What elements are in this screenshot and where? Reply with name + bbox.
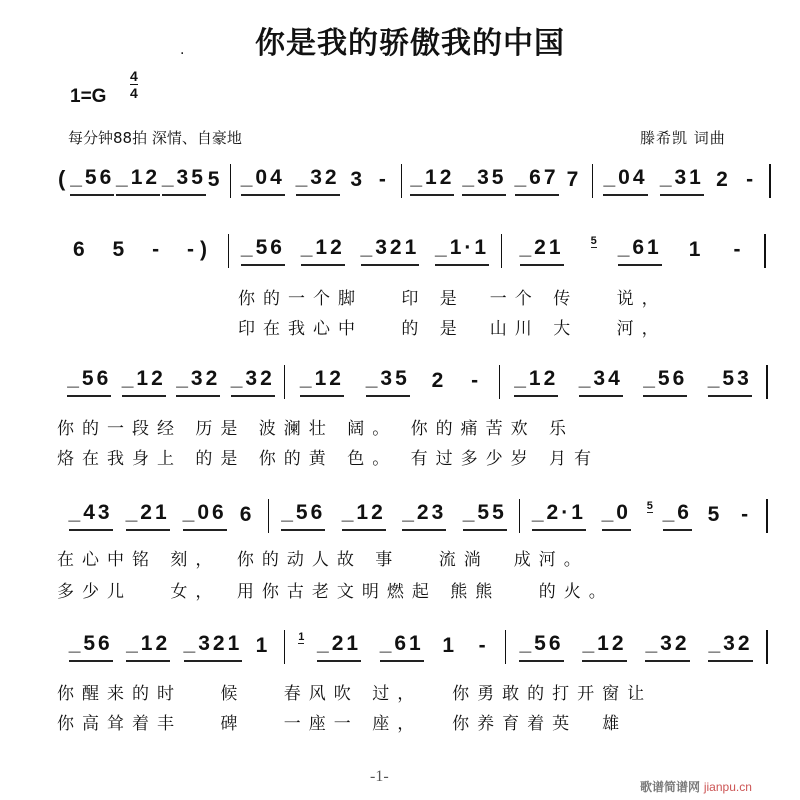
note: 2: [716, 168, 734, 191]
beamed-notes: _56: [643, 367, 687, 397]
note: 1: [688, 238, 707, 261]
beamed-notes: _12: [342, 501, 386, 531]
beamed-notes: _32: [708, 632, 752, 662]
beamed-notes: _31: [660, 166, 704, 196]
measure: [285, 632, 505, 662]
measure: [58, 367, 284, 397]
beamed-notes: _32: [231, 367, 275, 397]
bar-line: [766, 499, 768, 533]
beamed-notes: _56: [70, 166, 114, 196]
beamed-notes: _12: [582, 632, 626, 662]
beamed-notes: _12: [514, 367, 558, 397]
beamed-notes: _12: [301, 236, 345, 266]
note: -: [733, 238, 747, 261]
staff-row-3: [58, 367, 768, 397]
measure: [65, 166, 230, 196]
measure: [285, 367, 499, 397]
beamed-notes: _12: [126, 632, 170, 662]
beamed-notes: _21: [317, 632, 361, 662]
grace-note: 1: [298, 631, 305, 643]
beamed-notes: _04: [241, 166, 285, 196]
beamed-notes: _61: [618, 236, 662, 266]
note: 5: [112, 238, 131, 261]
note: -): [187, 238, 214, 261]
beamed-notes: _1·1: [435, 236, 489, 266]
beamed-notes: _56: [519, 632, 563, 662]
measure: [229, 236, 501, 266]
beamed-notes: _12: [122, 367, 166, 397]
lyric-verse-2: 烙在我身上 的是 你的黄 色。 有过多少岁 月有: [57, 449, 600, 469]
note: 2: [431, 369, 450, 392]
beamed-notes: _06: [183, 501, 227, 531]
beamed-notes: _21: [520, 236, 564, 266]
beamed-notes: _0: [602, 501, 631, 531]
beamed-notes: _12: [300, 367, 344, 397]
note: 1: [255, 634, 274, 657]
beamed-notes: _35: [366, 367, 410, 397]
beamed-notes: _04: [603, 166, 647, 196]
author-credit: 滕希凯 词曲: [640, 129, 726, 147]
note: 6: [239, 503, 258, 526]
measure: [269, 501, 519, 531]
header-mark: .: [180, 42, 185, 58]
tempo-marking: 每分钟88拍 深情、自豪地: [68, 129, 242, 147]
note: -: [741, 503, 755, 526]
note: -: [471, 369, 485, 392]
measure: [593, 166, 769, 196]
beamed-notes: _32: [645, 632, 689, 662]
lyric-verse-1: 你的一段经 历是 波澜壮 阔。 你的痛苦欢 乐: [57, 419, 575, 439]
measure: [520, 501, 766, 531]
measure: [506, 632, 766, 662]
beamed-notes: _35: [162, 166, 206, 196]
beamed-notes: _34: [579, 367, 623, 397]
note: -: [152, 238, 166, 261]
beamed-notes: _32: [296, 166, 340, 196]
key-signature: 1=G: [70, 86, 107, 107]
song-title: 你是我的骄傲我的中国: [255, 26, 565, 61]
bar-line: [764, 234, 766, 268]
note: 7: [566, 168, 585, 191]
beamed-notes: _6: [663, 501, 692, 531]
beamed-notes: _56: [281, 501, 325, 531]
lyric-verse-1: 在心中铭 刻， 你的动人故 事 流淌 成河。: [57, 550, 589, 570]
note: -: [746, 168, 760, 191]
measure: [502, 236, 764, 266]
beamed-notes: _56: [241, 236, 285, 266]
beamed-notes: _321: [361, 236, 420, 266]
bar-line: [766, 630, 768, 664]
measure: [58, 632, 284, 662]
watermark-site: 歌谱简谱网: [640, 780, 701, 794]
watermark-domain: jianpu.cn: [703, 780, 752, 794]
staff-row-4: [58, 501, 768, 531]
beamed-notes: _67: [515, 166, 559, 196]
grace-note: 5: [646, 500, 653, 512]
lyric-verse-1: 你的一个脚 印 是 一个 传 说，: [238, 289, 667, 309]
beamed-notes: _56: [69, 632, 113, 662]
bar-line: [766, 365, 768, 399]
time-signature-bottom: 4: [130, 85, 138, 101]
beamed-notes: _12: [116, 166, 160, 196]
beamed-notes: _56: [67, 367, 111, 397]
note: -: [478, 634, 492, 657]
measure: [58, 501, 268, 531]
lyric-verse-2: 你高耸着丰 碑 一座一 座， 你养育着英 雄: [57, 714, 628, 734]
note: 5: [707, 503, 726, 526]
lyric-verse-2: 多少儿 女， 用你古老文明燃起 熊熊 的火。: [57, 582, 614, 602]
measure: [402, 166, 592, 196]
beamed-notes: _32: [176, 367, 220, 397]
grace-note: 5: [590, 235, 597, 247]
beamed-notes: _53: [708, 367, 752, 397]
beamed-notes: _35: [462, 166, 506, 196]
note: -: [378, 168, 392, 191]
watermark: [640, 778, 752, 795]
beamed-notes: _43: [69, 501, 113, 531]
note: 6: [72, 238, 91, 261]
beamed-notes: _12: [410, 166, 454, 196]
staff-row-2: [58, 236, 766, 266]
measure: [58, 236, 228, 266]
bar-line: [769, 164, 771, 198]
time-signature: [130, 68, 138, 101]
page-number: -1-: [370, 768, 389, 785]
lyric-verse-1: 你醒来的时 候 春风吹 过， 你勇敢的打开窗让: [57, 684, 653, 704]
note: 3: [350, 168, 369, 191]
beamed-notes: _21: [126, 501, 170, 531]
staff-row-5: [58, 632, 768, 662]
beamed-notes: _23: [402, 501, 446, 531]
beamed-notes: _61: [380, 632, 424, 662]
beamed-notes: _2·1: [532, 501, 586, 531]
staff-row-1: [58, 166, 771, 196]
open-paren: (: [58, 166, 66, 191]
note: 1: [442, 634, 461, 657]
measure: [231, 166, 401, 196]
measure: [500, 367, 766, 397]
time-signature-top: 4: [130, 68, 138, 84]
lyric-verse-2: 印在我心中 的 是 山川 大 河，: [238, 319, 667, 339]
beamed-notes: _321: [184, 632, 243, 662]
note: 5: [207, 168, 226, 191]
beamed-notes: _55: [463, 501, 507, 531]
